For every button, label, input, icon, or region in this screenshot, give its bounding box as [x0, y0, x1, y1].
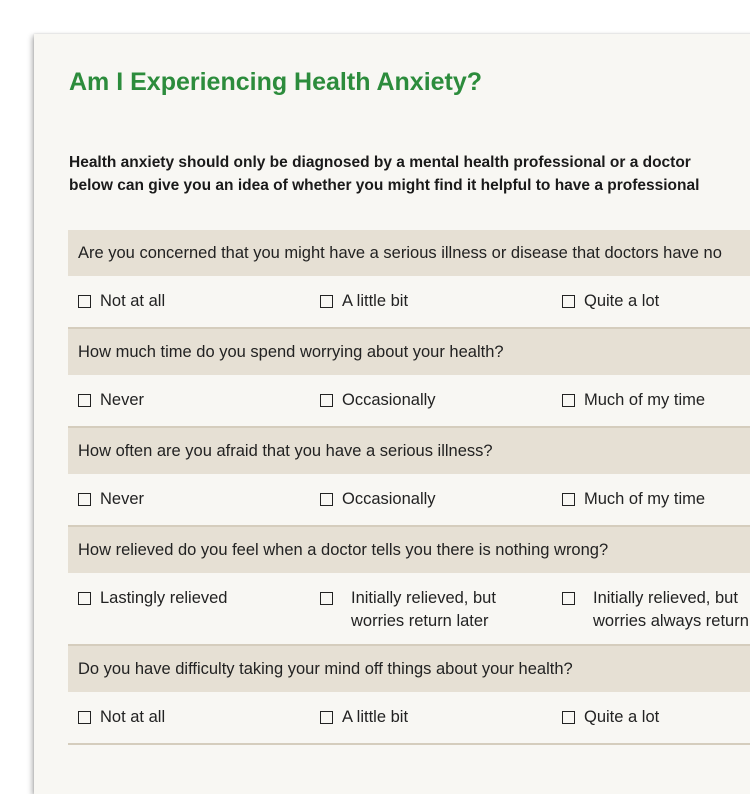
option-label: Initially relieved, but worries return later: [351, 589, 496, 630]
option-label: Never: [100, 490, 145, 508]
answer-row-5: [68, 692, 750, 745]
option-label: Much of my time: [584, 391, 706, 409]
option-1-quite-a-lot[interactable]: [562, 290, 659, 313]
checkbox[interactable]: [78, 592, 91, 605]
question-5: Do you have difficulty taking your mind off things about your health?: [68, 646, 750, 692]
question-4: How relieved do you feel when a doctor tells you there is nothing wrong?: [68, 527, 750, 573]
option-label: Much of my time: [584, 490, 706, 508]
option-label: Not at all: [100, 292, 166, 310]
option-label: Lastingly relieved: [100, 589, 228, 607]
checkbox[interactable]: [320, 592, 333, 605]
option-4-lastingly-relieved[interactable]: [78, 587, 228, 610]
intro-line-2: below can give you an idea of whether you might find it helpful to have a professional: [69, 177, 700, 194]
checkbox[interactable]: [78, 493, 91, 506]
answer-row-1: [68, 276, 750, 329]
option-5-not-at-all[interactable]: [78, 706, 165, 729]
checkbox[interactable]: [320, 711, 333, 724]
option-3-much-of-my-time[interactable]: [562, 488, 705, 511]
option-4-initially-relieved-always-return[interactable]: [562, 587, 749, 633]
answer-row-2: [68, 375, 750, 428]
option-3-never[interactable]: [78, 488, 144, 511]
option-1-not-at-all[interactable]: [78, 290, 165, 313]
option-label: Never: [100, 391, 145, 409]
checkbox[interactable]: [562, 592, 575, 605]
option-label: Occasionally: [342, 391, 436, 409]
intro-text: [69, 151, 750, 197]
option-1-a-little-bit[interactable]: [320, 290, 408, 313]
intro-line-1: Health anxiety should only be diagnosed by a mental health professional or a doctor: [69, 154, 691, 171]
answer-row-3: [68, 474, 750, 527]
question-list: [68, 230, 750, 745]
checkbox[interactable]: [562, 394, 575, 407]
option-label: A little bit: [342, 708, 409, 726]
option-label: Not at all: [100, 708, 166, 726]
question-2: How much time do you spend worrying about your health?: [68, 329, 750, 375]
option-4-initially-relieved-return-later[interactable]: [320, 587, 496, 633]
option-label: Occasionally: [342, 490, 436, 508]
checkbox[interactable]: [320, 394, 333, 407]
checkbox[interactable]: [320, 295, 333, 308]
option-label: Quite a lot: [584, 708, 660, 726]
checkbox[interactable]: [78, 394, 91, 407]
answer-row-4: [68, 573, 750, 646]
page-title: Am I Experiencing Health Anxiety?: [69, 68, 483, 96]
option-2-occasionally[interactable]: [320, 389, 436, 412]
checkbox[interactable]: [320, 493, 333, 506]
checkbox[interactable]: [562, 295, 575, 308]
option-label: Quite a lot: [584, 292, 660, 310]
option-label: Initially relieved, but worries always return: [593, 589, 749, 630]
option-2-never[interactable]: [78, 389, 144, 412]
question-3: How often are you afraid that you have a serious illness?: [68, 428, 750, 474]
option-5-quite-a-lot[interactable]: [562, 706, 659, 729]
option-2-much-of-my-time[interactable]: [562, 389, 705, 412]
checkbox[interactable]: [562, 711, 575, 724]
question-1: Are you concerned that you might have a serious illness or disease that doctors have no: [68, 230, 750, 276]
questionnaire-sheet: [34, 34, 750, 794]
option-5-a-little-bit[interactable]: [320, 706, 408, 729]
checkbox[interactable]: [562, 493, 575, 506]
checkbox[interactable]: [78, 295, 91, 308]
option-3-occasionally[interactable]: [320, 488, 436, 511]
checkbox[interactable]: [78, 711, 91, 724]
option-label: A little bit: [342, 292, 409, 310]
